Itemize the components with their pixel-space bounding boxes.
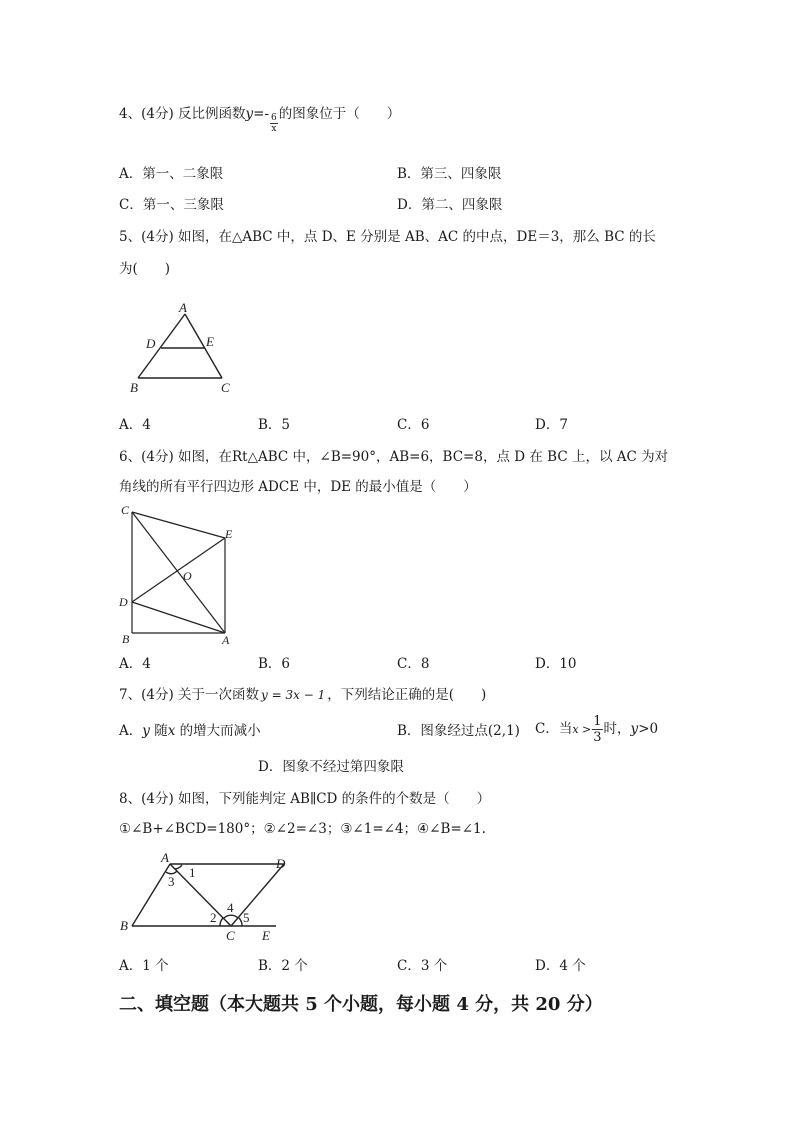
q8-line-ab	[132, 864, 170, 926]
q5-option-d: D．7	[535, 417, 568, 433]
q7-stem	[119, 686, 486, 704]
q5-label-c: C	[221, 380, 230, 395]
q8-arc-4	[224, 915, 238, 918]
q8-arc-5	[239, 918, 242, 926]
q5-label-b: B	[130, 380, 138, 395]
q6-label-d: D	[119, 595, 128, 609]
q8-angle-3: 3	[168, 874, 175, 889]
q7-suffix: ，下列结论正确的是( )	[327, 687, 487, 703]
q6-label-o: O	[183, 569, 192, 583]
q6-side-da	[132, 602, 225, 633]
q8-line1: 8、(4分) 如图，下列能判定 AB∥CD 的条件的个数是（ ）	[119, 791, 491, 807]
q8-angle-5: 5	[243, 910, 250, 925]
q5-side-ac	[185, 314, 222, 378]
q8-option-d: D．4 个	[535, 958, 586, 974]
q6-label-e: E	[225, 527, 233, 541]
q8-figure	[116, 848, 296, 946]
q5-triangle-figure	[120, 296, 250, 396]
q7-option-b: B．图象经过点(2,1)	[397, 723, 520, 739]
q6-label-b: B	[122, 632, 130, 646]
q8-line-cd	[231, 864, 284, 926]
q5-label-e: E	[206, 334, 214, 349]
q6-parallelogram-figure	[116, 500, 246, 648]
q4-stem	[119, 104, 401, 134]
q8-angle-1: 1	[189, 865, 196, 880]
q6-option-d: D．10	[535, 656, 577, 672]
q8-option-a: A．1 个	[119, 958, 169, 974]
q8-arc-2	[220, 918, 223, 926]
q8-arc-1	[175, 865, 182, 869]
q8-label-e: E	[262, 928, 270, 943]
q4-prefix: 4、(4分) 反比例函数	[119, 106, 246, 122]
q8-line2: ①∠B+∠BCD=180°；②∠2=∠3；③∠1=∠4；④∠B=∠1.	[119, 821, 486, 837]
q7-option-a: A．y 随x 的增大而减小	[119, 723, 261, 739]
q8-option-b: B．2 个	[258, 958, 308, 974]
q7-prefix: 7、(4分) 关于一次函数	[119, 687, 260, 703]
q4-formula-eq: =-	[253, 106, 270, 122]
q4-option-a: A．第一、二象限	[119, 166, 224, 182]
q8-angle-4: 4	[227, 900, 234, 915]
q5-option-c: C．6	[397, 417, 430, 433]
q8-line-ac	[170, 864, 231, 926]
q4-formula-y: y	[245, 106, 254, 122]
q6-line1: 6、(4分) 如图，在Rt△ABC 中，∠B=90°，AB=6，BC=8，点 D 在 BC 上，以 AC 为对	[119, 449, 669, 465]
q8-label-a: A	[161, 850, 169, 865]
q4-suffix: 的图象位于（ ）	[278, 106, 401, 122]
q6-option-b: B．6	[258, 656, 291, 672]
q6-option-c: C．8	[397, 656, 430, 672]
q4-option-b: B．第三、四象限	[397, 166, 502, 182]
q5-label-a: A	[179, 300, 187, 315]
q5-option-b: B．5	[258, 417, 291, 433]
q5-option-a: A．4	[119, 417, 151, 433]
q5-line1: 5、(4分) 如图，在△ABC 中，点 D、E 分别是 AB、AC 的中点，DE＝3，那么 BC 的长	[119, 229, 656, 245]
q8-label-c: C	[226, 928, 235, 943]
q7-fraction: $\frac{1}{3}$	[593, 714, 602, 745]
q4-option-d: D．第二、四象限	[397, 197, 503, 213]
q6-label-c: C	[121, 503, 130, 517]
q8-label-b: B	[120, 918, 128, 933]
q4-fraction: $\frac{6}{x}$	[271, 113, 277, 134]
section-2-heading: 二、填空题（本大题共 5 个小题，每小题 4 分，共 20 分）	[119, 994, 603, 1015]
q5-line2: 为( )	[119, 261, 171, 277]
q8-option-c: C．3 个	[397, 958, 448, 974]
q4-option-c: C．第一、三象限	[119, 197, 224, 213]
q5-label-d: D	[146, 336, 156, 351]
q8-label-d: D	[276, 856, 286, 871]
q6-option-a: A．4	[119, 656, 151, 672]
q8-angle-2: 2	[210, 910, 217, 925]
q6-label-a: A	[222, 633, 230, 647]
q6-side-ce	[132, 512, 225, 538]
q6-diagonal-de	[132, 538, 225, 602]
q7-option-c: C．当x > $\frac{1}{3}$ 时，y>0	[535, 714, 659, 745]
q6-diagonal-ca	[132, 512, 225, 633]
q6-line2: 角线的所有平行四边形 ADCE 中，DE 的最小值是（ ）	[119, 479, 477, 495]
q7-option-d: D．图象不经过第四象限	[258, 759, 404, 775]
q7-formula: y = 3x − 1	[261, 688, 326, 702]
